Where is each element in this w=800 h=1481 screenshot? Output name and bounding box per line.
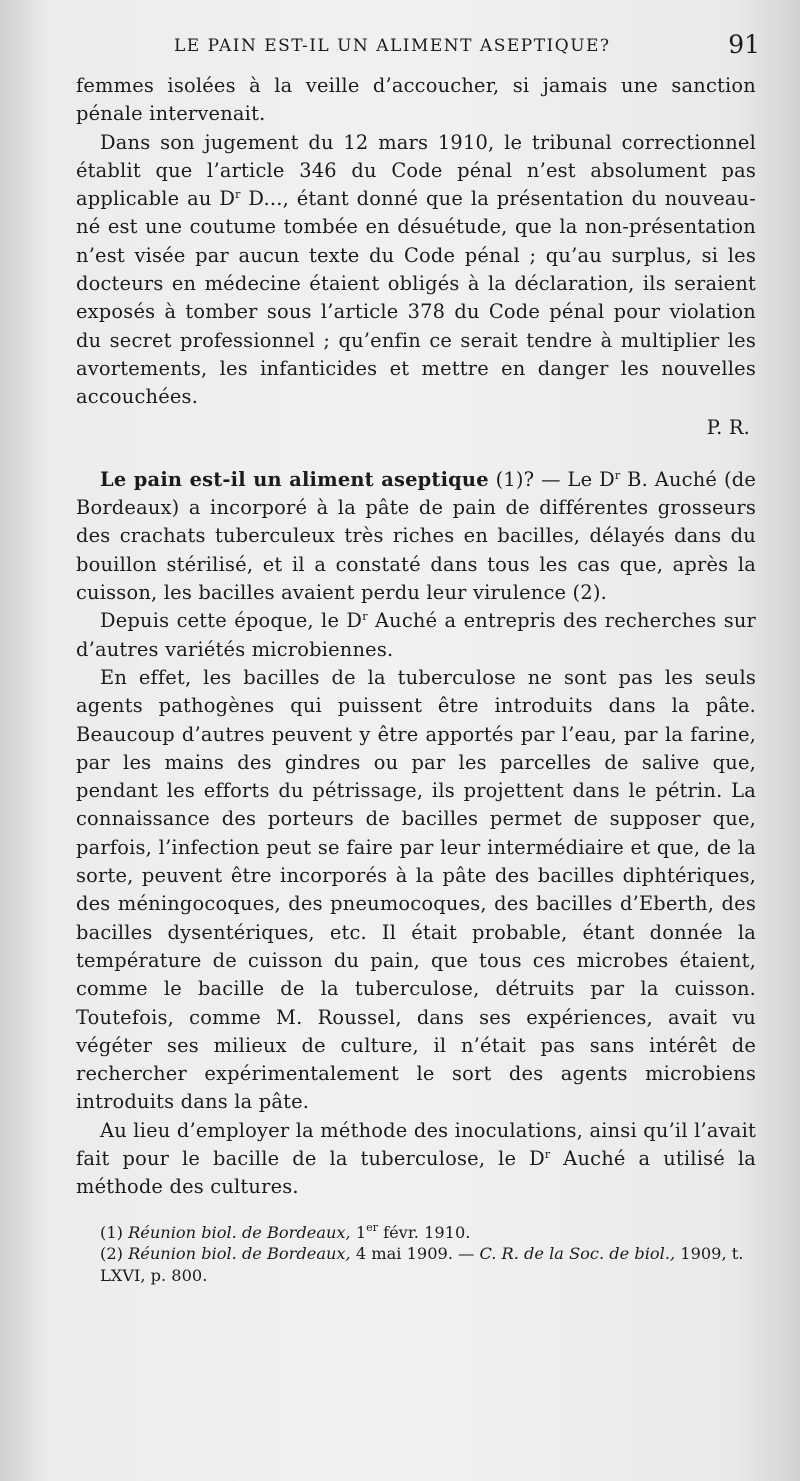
section-text-b: B. Auché (de Bordeaux) a incorporé à la pâte de pain de différentes grosseurs des crachats tuberculeux très riches en bacilles, délayés dans du bouillon stérilisé, et il a constaté dans tous les cas que, après la cuisson, les bacilles avaient perdu leur virulence (2). bbox=[76, 467, 756, 605]
superscript-r: r bbox=[614, 468, 621, 482]
section-text-a: — Le D bbox=[534, 467, 615, 491]
judgment-text-b: D..., étant donné que la présentation du nouveau-né est une coutume tombée en désuétude, que la non-présentation n’est visée par aucun texte du Code pénal ; qu’au surplus, si les docteurs en médecine étaient obligés à la déclaration, ils seraient exposés à tomber sous l’article 378 du Code pénal pour violation du secret professionnel ; qu’enfin ce serait tendre à multiplier les avortements, les infanticides et mettre en danger les nouvelles accouchées. bbox=[76, 187, 756, 409]
footnote-2-source: Réunion biol. de Bordeaux, bbox=[128, 1244, 351, 1264]
footnote-1-source: Réunion biol. de Bordeaux, bbox=[128, 1222, 351, 1242]
judgment-text-a: Dans son jugement du 12 mars 1910, le tribunal correctionnel établit que l’article 346 du Code pénal n’est absolument pas applicable au D bbox=[76, 130, 756, 211]
footnote-ref-1: (1)? bbox=[488, 467, 535, 491]
section-heading: Le pain est-il un aliment aseptique bbox=[100, 467, 489, 491]
footnote-1-number: (1) bbox=[100, 1222, 129, 1242]
research-text-a: Depuis cette époque, le D bbox=[100, 609, 363, 633]
footnote-1-date-b: févr. 1910. bbox=[377, 1222, 471, 1242]
footnote-1-superscript: er bbox=[366, 1220, 378, 1234]
footnote-1-date-a: 1 bbox=[350, 1222, 367, 1242]
research-text-b: Auché a entrepris des recherches sur d’autres variétés microbiennes. bbox=[76, 609, 756, 661]
paragraph-continuation: femmes isolées à la veille d’accoucher, si jamais une sanction pénale intervenait. bbox=[76, 74, 756, 126]
method-text-a: Au lieu d’employer la méthode des inoculations, ainsi qu’il l’avait fait pour le bacille de la tuberculose, le D bbox=[76, 1118, 756, 1170]
footnotes bbox=[76, 1222, 756, 1287]
paragraph-section-heading bbox=[76, 466, 756, 607]
running-head-title: LE PAIN EST-IL UN ALIMENT ASEPTIQUE? bbox=[174, 36, 611, 56]
author-initials: P. R. bbox=[706, 415, 750, 439]
paragraph-method bbox=[76, 1117, 756, 1202]
footnote-2 bbox=[100, 1243, 756, 1286]
running-head bbox=[76, 30, 760, 72]
superscript-r: r bbox=[235, 188, 241, 202]
paragraph-judgment bbox=[76, 129, 756, 412]
superscript-r: r bbox=[362, 610, 368, 624]
footnote-2-date: 4 mai 1909. — bbox=[350, 1244, 480, 1264]
method-text-b: Auché a utilisé la méthode des cultures. bbox=[76, 1146, 757, 1199]
footnote-1 bbox=[100, 1222, 756, 1244]
superscript-r: r bbox=[544, 1147, 551, 1161]
paragraph-research bbox=[76, 607, 756, 664]
page-number: 91 bbox=[728, 30, 760, 59]
footnote-2-source-2: C. R. de la Soc. de biol., bbox=[479, 1244, 676, 1264]
footnote-2-tail: 1909, t. LXVI, p. 800. bbox=[100, 1244, 744, 1285]
body-text bbox=[76, 72, 756, 1202]
footnote-2-number: (2) bbox=[100, 1244, 129, 1264]
paragraph-pathogens: En effet, les bacilles de la tuberculose ne sont pas les seuls agents pathogènes qui puissent être introduits dans la pâte. Beaucoup d’autres peuvent y être apportés par l’eau, par la farine, par les mains des gindres ou par les parcelles de salive que, pendant les efforts du pétrissage, ils projettent dans le pétrin. La connaissance des porteurs de bacilles permet de supposer que, parfois, l’infection peut se faire par leur intermédiaire et que, de la sorte, peuvent être incorporés à la pâte des bacilles diphtériques, des méningocoques, des pneumocoques, des bacilles d’Eberth, des bacilles dysentériques, etc. Il était probable, étant donnée la température de cuisson du pain, que tous ces microbes étaient, comme le bacille de la tuberculose, détruits par la cuisson. Toutefois, comme M. Roussel, dans ses expériences, avait vu végéter ses milieux de culture, il n’était pas sans intérêt de rechercher expérimentalement le sort des agents microbiens introduits dans la pâte. bbox=[76, 665, 756, 1114]
